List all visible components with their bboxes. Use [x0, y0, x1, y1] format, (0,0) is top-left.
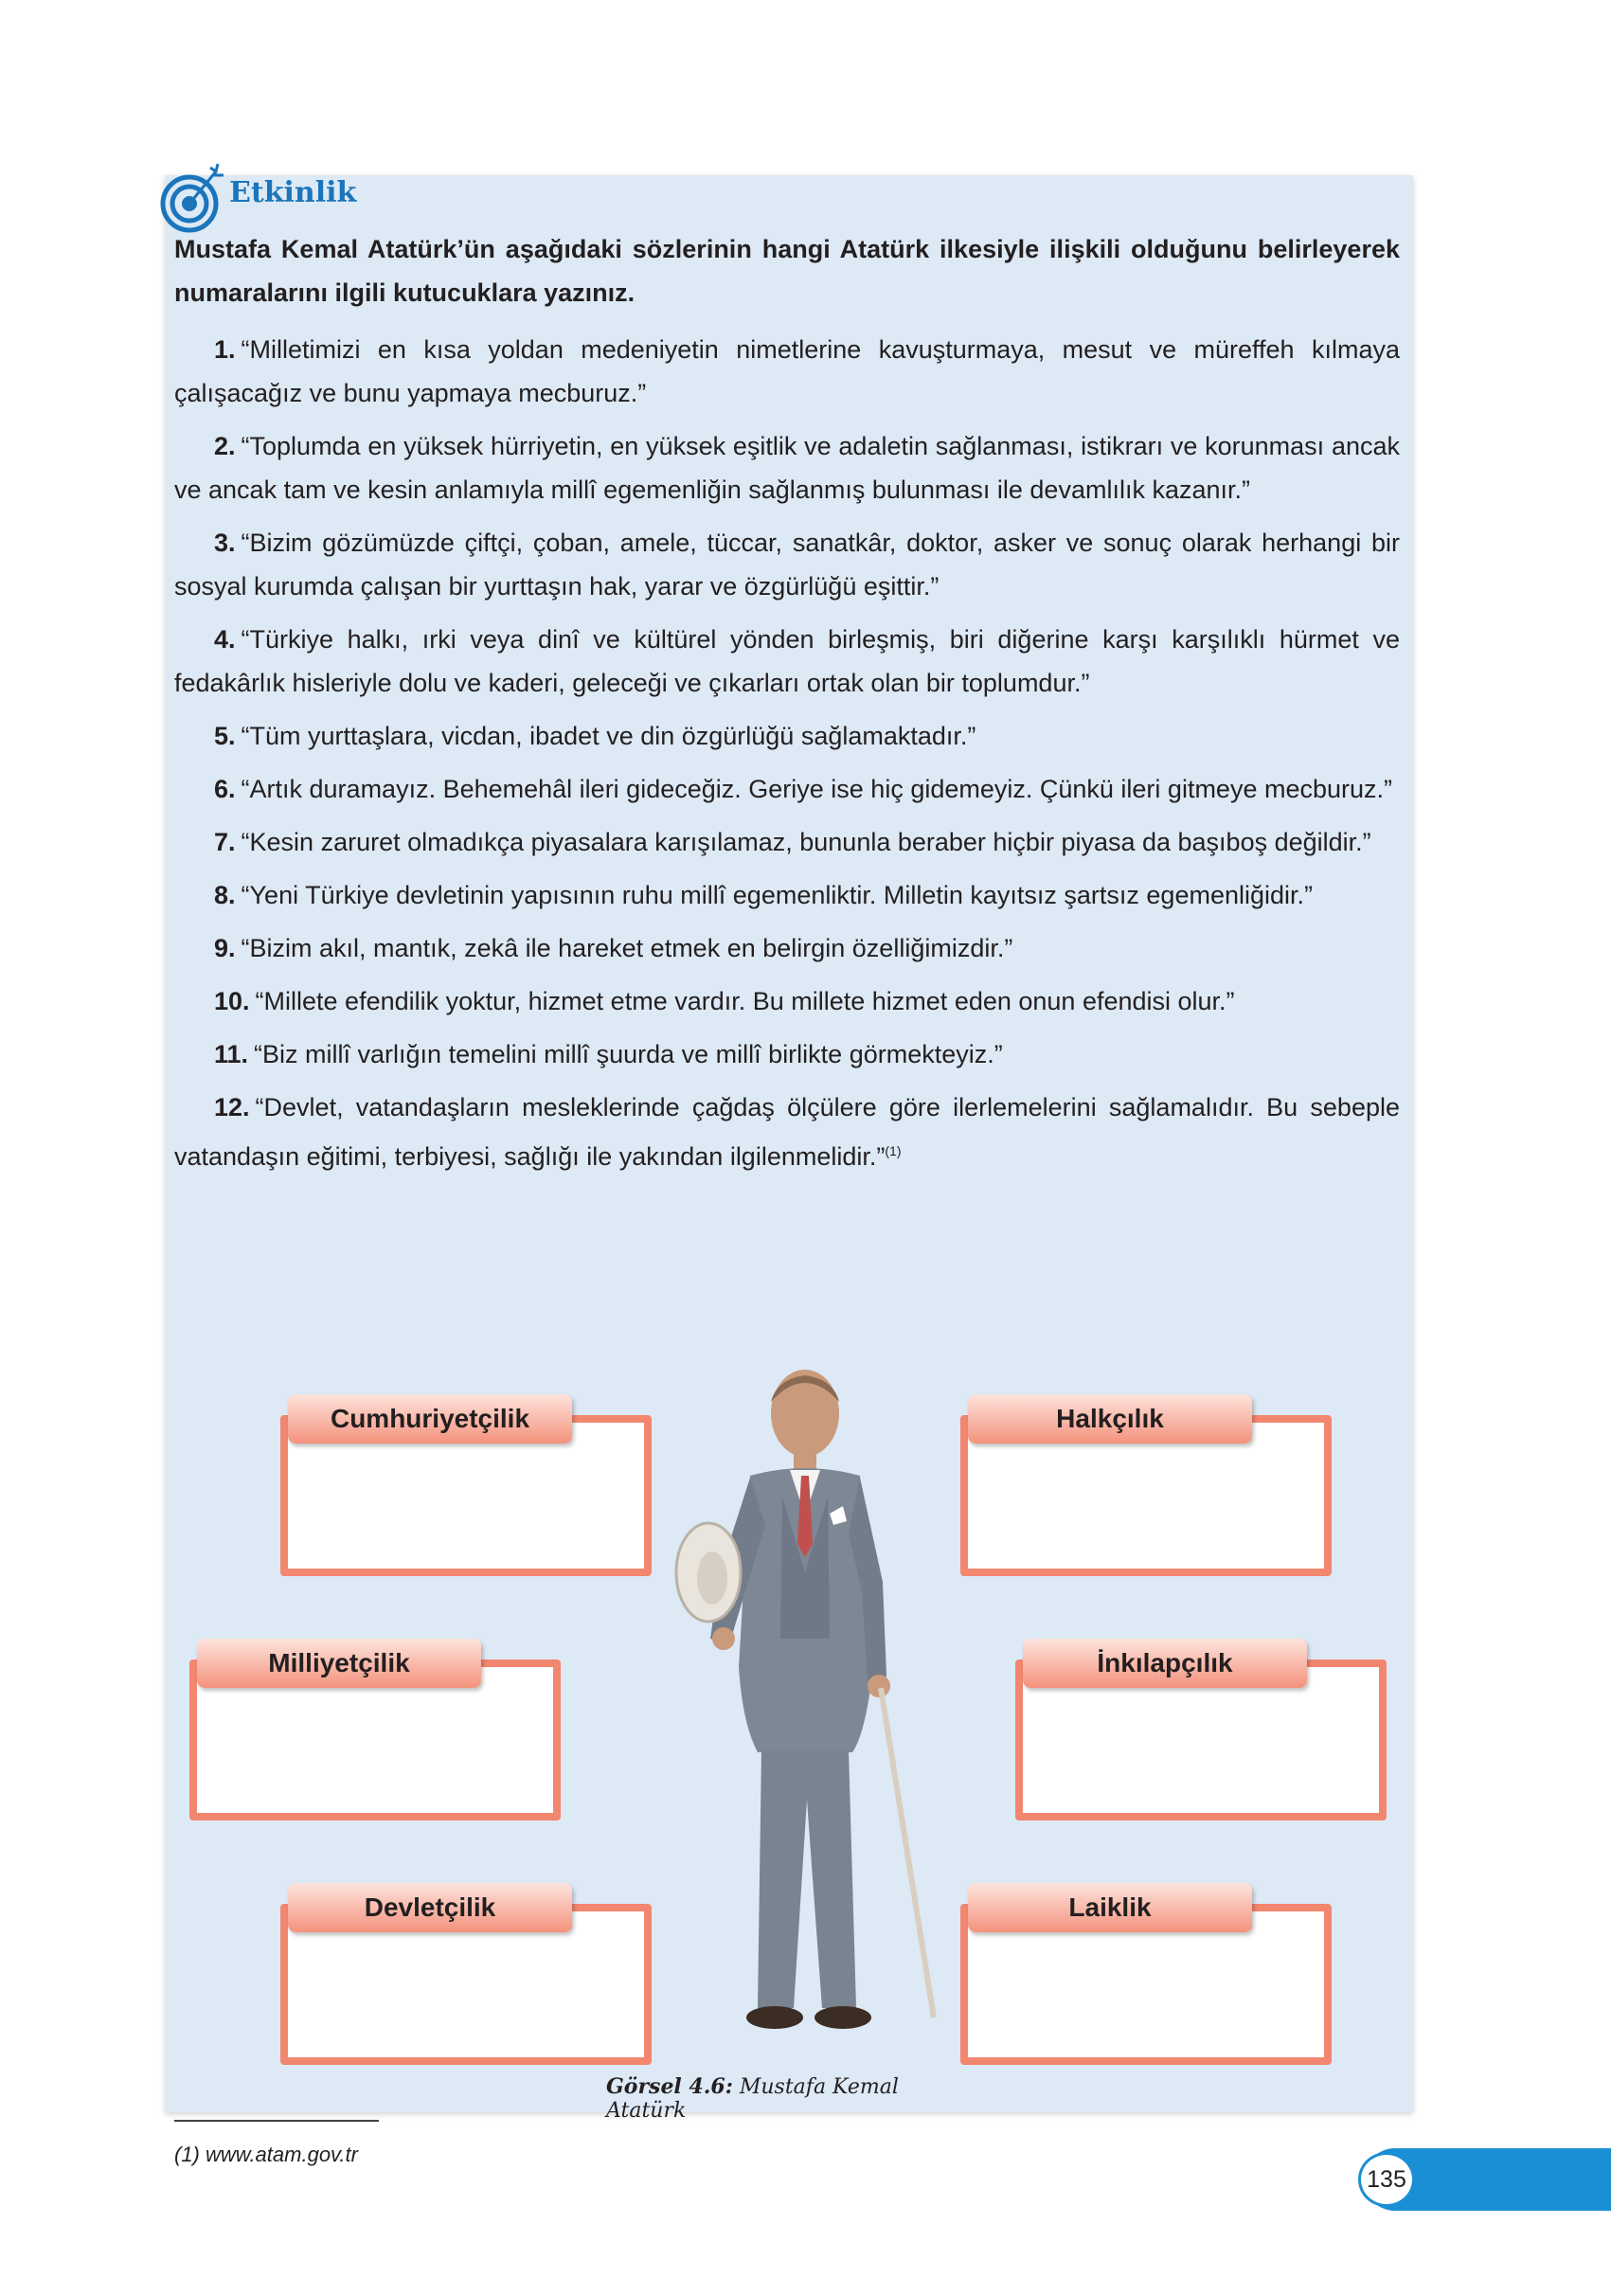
quote-number: 4. [214, 625, 236, 654]
quote-number: 8. [214, 881, 236, 909]
quote-text: “Biz millî varlığın temelini millî şuurda ve millî birlikte görmekteyiz.” [254, 1040, 1003, 1068]
quote-text: “Devlet, vatandaşların mesleklerinde çağdaş ölçülere göre ilerlemelerini sağlamalıdır. Bu sebeple vatandaşın eğitimi, terbiyesi, sağlığı ile yakından ilgilenmelidir.” [174, 1093, 1400, 1171]
quote-text: “Bizim akıl, mantık, zekâ ile hareket etmek en belirgin özelliğimizdir.” [241, 934, 1013, 962]
quote-item [174, 714, 1400, 758]
quote-item [174, 424, 1400, 511]
principle-label: Halkçılık [968, 1394, 1252, 1444]
footnote: (1) www.atam.gov.tr [174, 2143, 358, 2166]
answer-box-halkcilik[interactable] [960, 1394, 1332, 1576]
quote-number: 12. [214, 1093, 250, 1121]
page-number: 135 [1358, 2152, 1415, 2207]
principle-label: Laiklik [968, 1883, 1252, 1932]
quote-number: 10. [214, 987, 250, 1015]
quote-number: 1. [214, 335, 236, 364]
activity-badge [159, 153, 356, 239]
activity-label: Etkinlik [229, 175, 357, 209]
quote-number: 5. [214, 722, 236, 750]
ataturk-photo [663, 1354, 947, 2067]
answer-box-laiklik[interactable] [960, 1883, 1332, 2065]
quote-text: “Toplumda en yüksek hürriyetin, en yüksek eşitlik ve adaletin sağlanması, istikrarı ve korunması ancak ve ancak tam ve kesin anlamıyla millî egemenliğin sağlanmış bulunması ile devamlılık kazanır.” [174, 432, 1400, 504]
caption-label: Görsel 4.6: [606, 2074, 733, 2099]
figure-caption [606, 2074, 947, 2123]
caption-text: Mustafa Kemal Atatürk [606, 2075, 899, 2123]
answer-box-milliyetcilik[interactable] [189, 1639, 561, 1821]
quote-text: “Kesin zaruret olmadıkça piyasalara karışılamaz, bununla beraber hiçbir piyasa da başıboş değildir.” [241, 828, 1371, 856]
quote-number: 2. [214, 432, 236, 460]
quote-item [174, 767, 1400, 811]
quote-list [174, 328, 1400, 1188]
target-icon [159, 158, 227, 234]
quote-item [174, 521, 1400, 608]
answer-box-inkilapcilik[interactable] [1015, 1639, 1387, 1821]
quote-number: 6. [214, 775, 236, 803]
quote-item [174, 873, 1400, 917]
quote-number: 9. [214, 934, 236, 962]
principle-label: Cumhuriyetçilik [288, 1394, 572, 1444]
principle-label: Devletçilik [288, 1883, 572, 1932]
quote-text: “Milletimizi en kısa yoldan medeniyetin nimetlerine kavuşturmaya, mesut ve müreffeh kılmaya çalışacağız ve bunu yapmaya mecburuz.” [174, 335, 1400, 407]
principle-label: İnkılapçılık [1023, 1639, 1307, 1688]
quote-number: 7. [214, 828, 236, 856]
quote-text: “Türkiye halkı, ırki veya dinî ve kültürel yönden birleşmiş, biri diğerine karşı karşılıklı hürmet ve fedakârlık hisleriyle dolu ve kaderi, geleceği ve çıkarları ortak olan bir toplumdur.” [174, 625, 1400, 697]
answer-box-devletcilik[interactable] [280, 1883, 652, 2065]
quote-number: 3. [214, 529, 236, 557]
footnote-divider [174, 2120, 379, 2122]
quote-text: “Yeni Türkiye devletinin yapısının ruhu millî egemenliktir. Milletin kayıtsız şartsız egemenliğidir.” [241, 881, 1314, 909]
quote-item [174, 1032, 1400, 1076]
quote-item [174, 820, 1400, 864]
quote-item [174, 979, 1400, 1023]
quote-number: 11. [214, 1040, 249, 1068]
quote-item [174, 1085, 1400, 1178]
quote-text: “Millete efendilik yoktur, hizmet etme vardır. Bu millete hizmet eden onun efendisi olur.” [255, 987, 1235, 1015]
quote-text: “Tüm yurttaşlara, vicdan, ibadet ve din özgürlüğü sağlamaktadır.” [241, 722, 976, 750]
quote-text: “Bizim gözümüzde çiftçi, çoban, amele, tüccar, sanatkâr, doktor, asker ve sonuç olarak herhangi bir sosyal kurumda çalışan bir yurttaşın hak, yarar ve özgürlüğü eşittir.” [174, 529, 1400, 601]
principle-label: Milliyetçilik [197, 1639, 481, 1688]
answer-box-cumhuriyetcilik[interactable] [280, 1394, 652, 1576]
quote-text: “Artık duramayız. Behemehâl ileri gideceğiz. Geriye ise hiç gidemeyiz. Çünkü ileri gitmeye mecburuz.” [241, 775, 1393, 803]
quote-item [174, 328, 1400, 415]
footnote-ref: (1) [885, 1143, 902, 1158]
quote-item [174, 618, 1400, 705]
quote-item [174, 926, 1400, 970]
activity-instruction: Mustafa Kemal Atatürk’ün aşağıdaki sözlerinin hangi Atatürk ilkesiyle ilişkili olduğunu belirleyerek numaralarını ilgili kutucuklara yazınız. [174, 235, 1400, 307]
